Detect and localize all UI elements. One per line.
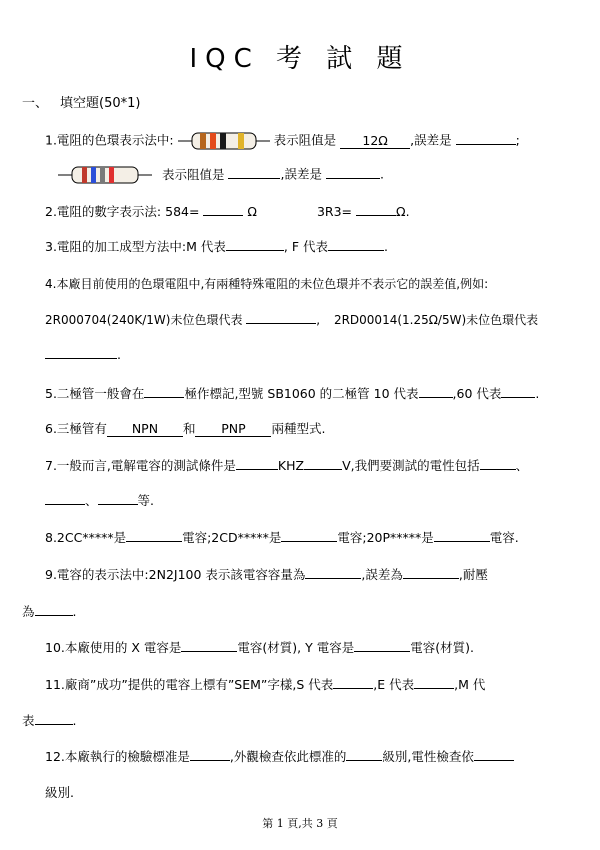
q1-text-a: 1.電阻的色環表示法中: [45, 132, 174, 148]
q10-blank-1[interactable] [181, 651, 237, 652]
page-footer: 第 1 頁,共 3 頁 [262, 817, 338, 830]
q9-text-b: ,誤差為 [361, 567, 403, 582]
q1-text-c: ,誤差是 [410, 132, 452, 148]
q11-text-c: ,M 代 [454, 677, 486, 692]
q2-text-d: Ω. [396, 204, 410, 219]
q12-text-b: ,外觀檢查依此標准的 [229, 749, 347, 764]
q9-text-c: ,耐壓 [458, 567, 488, 582]
q9-blank-2[interactable] [403, 578, 459, 579]
q5-blank-2[interactable] [419, 397, 453, 398]
q7-blank-4[interactable] [45, 504, 85, 505]
q2-text-b: Ω [247, 204, 257, 219]
q7-blank-3[interactable] [480, 469, 516, 470]
q3-blank-2[interactable] [328, 250, 384, 251]
q4-text-b: , [316, 313, 321, 327]
q6-answer-1[interactable]: NPN [107, 422, 183, 437]
q7-text-d: 、 [515, 458, 529, 473]
q4-blank-2[interactable] [45, 358, 117, 359]
q9-blank-3[interactable] [35, 615, 73, 616]
q8-text-b: 電容;2CD*****是 [182, 530, 282, 545]
question-6 [45, 420, 325, 438]
question-8 [45, 529, 519, 547]
q10-text-c: 電容(材質). [410, 640, 474, 655]
q1-text-f: ,誤差是 [280, 166, 322, 182]
q8-text-a: 8.2CC*****是 [45, 530, 127, 545]
q10-text-b: 電容(材質), Y 電容是 [237, 640, 355, 655]
q4-blank-1[interactable] [246, 323, 316, 324]
question-1-line-1 [45, 130, 520, 152]
q1-blank-3[interactable] [228, 178, 280, 179]
question-11-line-2 [22, 712, 77, 730]
q11-blank-3[interactable] [35, 724, 73, 725]
section-number: 一、 [22, 96, 49, 111]
q12-blank-1[interactable] [190, 760, 230, 761]
q8-text-d: 電容. [489, 530, 519, 545]
q2-text-a: 2.電阻的數字表示法: 584= [45, 204, 200, 219]
q4-text-d: . [117, 347, 121, 362]
q10-blank-2[interactable] [354, 651, 410, 652]
q3-text-c: . [384, 239, 389, 254]
q4-text-a: 2R000704(240K/1W)未位色環代表 [45, 313, 243, 327]
q11-text-b: ,E 代表 [373, 677, 415, 692]
resistor-2-icon [58, 164, 152, 186]
question-12-line-1 [45, 748, 514, 766]
question-9-line-2 [22, 603, 77, 621]
question-4-line-3 [45, 346, 121, 364]
q9-blank-1[interactable] [305, 578, 361, 579]
q6-text-a: 6.三極管有 [45, 421, 107, 436]
q1-text-b: 表示阻值是 [273, 132, 337, 148]
q7-blank-2[interactable] [304, 469, 342, 470]
q12-text-a: 12.本廠執行的檢驗標准是 [45, 749, 190, 764]
q2-blank-1[interactable] [203, 215, 243, 216]
q12-blank-2[interactable] [346, 760, 382, 761]
q8-text-c: 電容;20P*****是 [337, 530, 434, 545]
q11-text-d: 表 [22, 713, 35, 728]
q1-text-e: 表示阻值是 [161, 166, 225, 182]
q8-blank-3[interactable] [434, 541, 490, 542]
q11-text-a: 11.廠商”成功”提供的電容上標有”SEM”字樣,S 代表 [45, 677, 334, 692]
page-title: IQC 考 試 題 [189, 44, 411, 74]
q5-text-b: 極作標記,型號 SB1060 的二極管 10 代表 [184, 386, 419, 401]
question-1-line-2 [58, 164, 384, 186]
q5-text-a: 5.二極管一般會在 [45, 386, 145, 401]
q8-blank-1[interactable] [126, 541, 182, 542]
q7-blank-5[interactable] [98, 504, 138, 505]
q6-text-c: 兩種型式. [271, 421, 326, 436]
q7-text-e: 、 [85, 493, 98, 508]
q6-text-b: 和 [182, 421, 196, 436]
q11-blank-2[interactable] [414, 688, 454, 689]
q11-blank-1[interactable] [333, 688, 373, 689]
q5-text-c: ,60 代表 [452, 386, 502, 401]
q1-text-d: ; [515, 132, 520, 148]
q5-blank-1[interactable] [144, 397, 184, 398]
q9-text-e: . [72, 604, 77, 619]
q1-text-g: . [379, 166, 384, 182]
q7-text-f: 等. [137, 493, 154, 508]
q1-blank-4[interactable] [326, 178, 380, 179]
question-11-line-1 [45, 676, 485, 694]
q9-text-d: 為 [22, 604, 35, 619]
question-4-line-1: 4.本廠目前使用的色環電阻中,有兩種特殊電阻的未位色環并不表示它的誤差值,例如: [45, 277, 489, 291]
q5-blank-3[interactable] [501, 397, 535, 398]
q12-blank-3[interactable] [474, 760, 514, 761]
q10-text-a: 10.本廠使用的 X 電容是 [45, 640, 182, 655]
q8-blank-2[interactable] [281, 541, 337, 542]
q3-text-b: , F 代表 [283, 239, 329, 254]
q11-text-e: . [72, 713, 77, 728]
q2-blank-2[interactable] [356, 215, 396, 216]
q7-text-a: 7.一般而言,電解電容的測試條件是 [45, 458, 236, 473]
q5-text-d: . [535, 386, 540, 401]
q1-blank-2[interactable] [456, 144, 516, 145]
q1-answer-blank[interactable]: 12Ω [340, 134, 410, 149]
q4-text-c: 2RD00014(1.25Ω/5W)未位色環代表 [333, 313, 539, 327]
question-7-line-2 [45, 492, 154, 510]
q6-answer-2[interactable]: PNP [195, 422, 271, 437]
question-9-line-1 [45, 566, 488, 584]
resistor-1-icon [178, 130, 270, 152]
question-10 [45, 639, 474, 657]
question-5 [45, 385, 539, 403]
q3-text-a: 3.電阻的加工成型方法中:M 代表 [45, 239, 226, 254]
question-4-line-2 [45, 311, 538, 329]
section-label: 填空題(50*1) [60, 96, 141, 111]
q9-text-a: 9.電容的表示法中:2N2J100 表示該電容容量為 [45, 567, 306, 582]
question-7-line-1 [45, 457, 528, 475]
section-heading [22, 92, 140, 111]
q12-text-c: 級別,電性檢查依 [382, 749, 474, 764]
question-2 [45, 203, 410, 221]
q7-text-c: V,我們要測試的電性包括 [342, 458, 480, 473]
q7-blank-1[interactable] [236, 469, 278, 470]
question-12-line-2: 級別. [45, 785, 74, 800]
question-3 [45, 238, 388, 256]
q2-text-c: 3R3= [316, 204, 353, 219]
q3-blank-1[interactable] [226, 250, 284, 251]
q7-text-b: KHZ [277, 458, 305, 473]
